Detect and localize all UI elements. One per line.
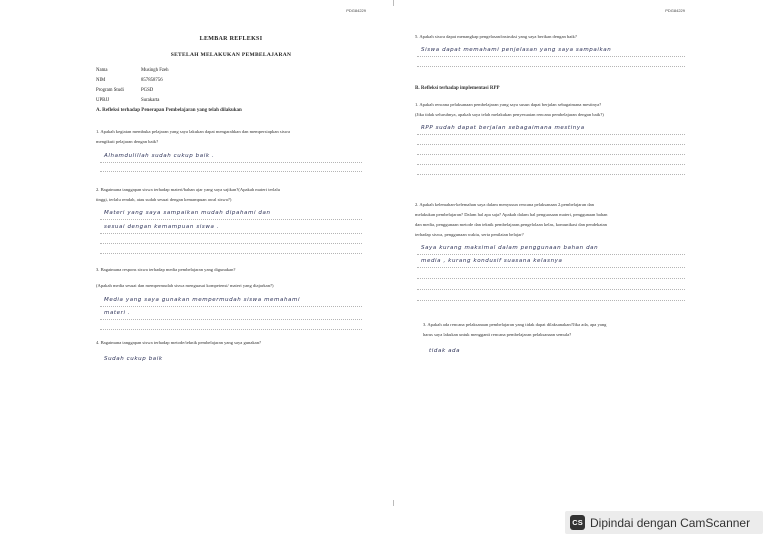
answer-b3: tidak ada	[429, 348, 461, 354]
answer-3-line-2: materi .	[104, 310, 131, 316]
question-2-line-2: tinggi, terlalu rendah, atau sudah sesuai dengan kemampuan awal siswa?)	[96, 197, 232, 202]
answer-line	[417, 154, 685, 155]
question-b2-line-1: 2. Apakah kelemahan-kelemahan saya dalam menyusun rencana pelaksanaan 2.pembelajaran dan	[415, 202, 594, 207]
camscanner-watermark	[565, 511, 763, 534]
info-row-upbjj: UPBJJ Surakarta	[96, 98, 160, 103]
answer-2-line-2: sesuai dengan kemampuan siswa .	[104, 224, 220, 230]
answer-2-line-1: Materi yang saya sampaikan mudah dipahami dan	[104, 210, 271, 216]
right-page	[405, 2, 695, 502]
answer-line	[100, 219, 362, 220]
question-b1-line-2: (Jika tidak seluruhnya, apakah saya telah melakukan penyesuaian rencana pembelajaran dengan baik?)	[415, 112, 604, 117]
answer-line	[100, 243, 362, 244]
answer-line	[417, 144, 685, 145]
answer-3-line-1: Media yang saya gunakan mempermudah siswa memahami	[104, 297, 301, 303]
answer-line	[417, 278, 685, 279]
answer-line	[100, 233, 362, 234]
page-subtitle: SETELAH MELAKUKAN PEMBELAJARAN	[170, 52, 292, 58]
question-1-line-1: 1. Apakah kegiatan membuka pelajaran yang saya lakukan dapat mengarahkan dan mempersiapkan siswa	[96, 129, 291, 134]
info-row-program: Program Studi PGSD	[96, 88, 154, 93]
answer-line	[100, 253, 362, 254]
answer-line	[417, 300, 685, 301]
question-b3-line-2: harus saya lakukan untuk mengganti rencana pembelajaran pelaksanaan semula?	[423, 332, 572, 337]
answer-line	[100, 306, 362, 307]
answer-line	[100, 171, 362, 172]
question-1-line-2: mengikuti pelajaran dengan baik?	[96, 139, 159, 144]
answer-line	[417, 66, 685, 67]
answer-5: Siswa dapat memahami penjelasan yang saya sampaikan	[421, 47, 612, 53]
answer-b2-line-2: media , kurang kondusif suasana kelasnya	[421, 258, 563, 264]
page-title: LEMBAR REFLEKSI	[199, 36, 263, 42]
answer-line	[100, 319, 362, 320]
answer-line	[417, 267, 685, 268]
question-b1-line-1: 1. Apakah rencana pelaksanaan pembelajaran yang saya susun dapat berjalan sebagaimana mestinya?	[415, 102, 602, 107]
question-3-line-2: (Apakah media sesuai dan mempermudah siswa menguasai kompetensi/ materi yang diajarkan?)	[96, 283, 274, 288]
question-5: 5. Apakah siswa dapat menangkap pengelasan/instruksi yang saya berikan dengan baik?	[415, 34, 577, 39]
page-seam-bottom	[393, 500, 394, 506]
question-3-line-1: 3. Bagaimana respons siswa terhadap media pembelajaran yang digunakan?	[96, 267, 236, 272]
answer-b2-line-1: Saya kurang maksimal dalam penggunaan bahan dan	[421, 245, 599, 251]
answer-line	[417, 254, 685, 255]
question-b3-line-1: 3. Apakah ada rencana pelaksanaan pembelajaran yang tidak dapat dilaksanakan?Jika ada, apa yang	[423, 322, 607, 327]
answer-line	[417, 174, 685, 175]
info-row-name: Nama Musingh Fzeh	[96, 68, 169, 73]
question-b2-line-4: terhadap siswa, penggunaan waktu, serta penilaian belajar?	[415, 232, 524, 237]
answer-line	[417, 164, 685, 165]
page-seam-top	[393, 0, 394, 6]
section-a-heading: A. Refleksi terhadap Penerapan Pembelajaran yang telah dilakukan	[96, 108, 242, 113]
info-row-nim: NIM 857858756	[96, 78, 163, 83]
answer-b1: RPP sudah dapat berjalan sebagaimana mestinya	[421, 125, 585, 131]
camscanner-text: Dipindai dengan CamScanner	[590, 515, 751, 530]
answer-4: Sudah cukup baik	[104, 356, 163, 362]
document-code: PDG84229	[665, 8, 685, 13]
question-b2-line-3: dan media, penggunaan metode dan teknik pembelajaran,pengelolaan kelas, komunikasi dan pendekatan	[415, 222, 607, 227]
answer-line	[100, 162, 362, 163]
camscanner-logo-icon: CS	[570, 515, 585, 530]
question-4: 4. Bagaimana tanggapan siswa terhadap metode/teknik pembelajaran yang saya gunakan?	[96, 340, 262, 345]
document-code: PDG84229	[346, 8, 366, 13]
question-b2-line-2: melakukan pembelajaran? Dalam hal apa saja? Apakah dalam hal penguasaan materi, penggunaan bahan	[415, 212, 608, 217]
answer-line	[417, 289, 685, 290]
answer-line	[100, 329, 362, 330]
question-2-line-1: 2. Bagaimana tanggapan siswa terhadap materi/bahan ajar yang saya sajikan?(Apakah materi terlalu	[96, 187, 280, 192]
answer-line	[417, 56, 685, 57]
section-b-heading: B. Refleksi terhadap implementasi RPP	[415, 86, 500, 91]
answer-1: Alhamdulillah sudah cukup baik .	[104, 153, 215, 159]
answer-line	[417, 134, 685, 135]
left-page	[78, 2, 384, 502]
